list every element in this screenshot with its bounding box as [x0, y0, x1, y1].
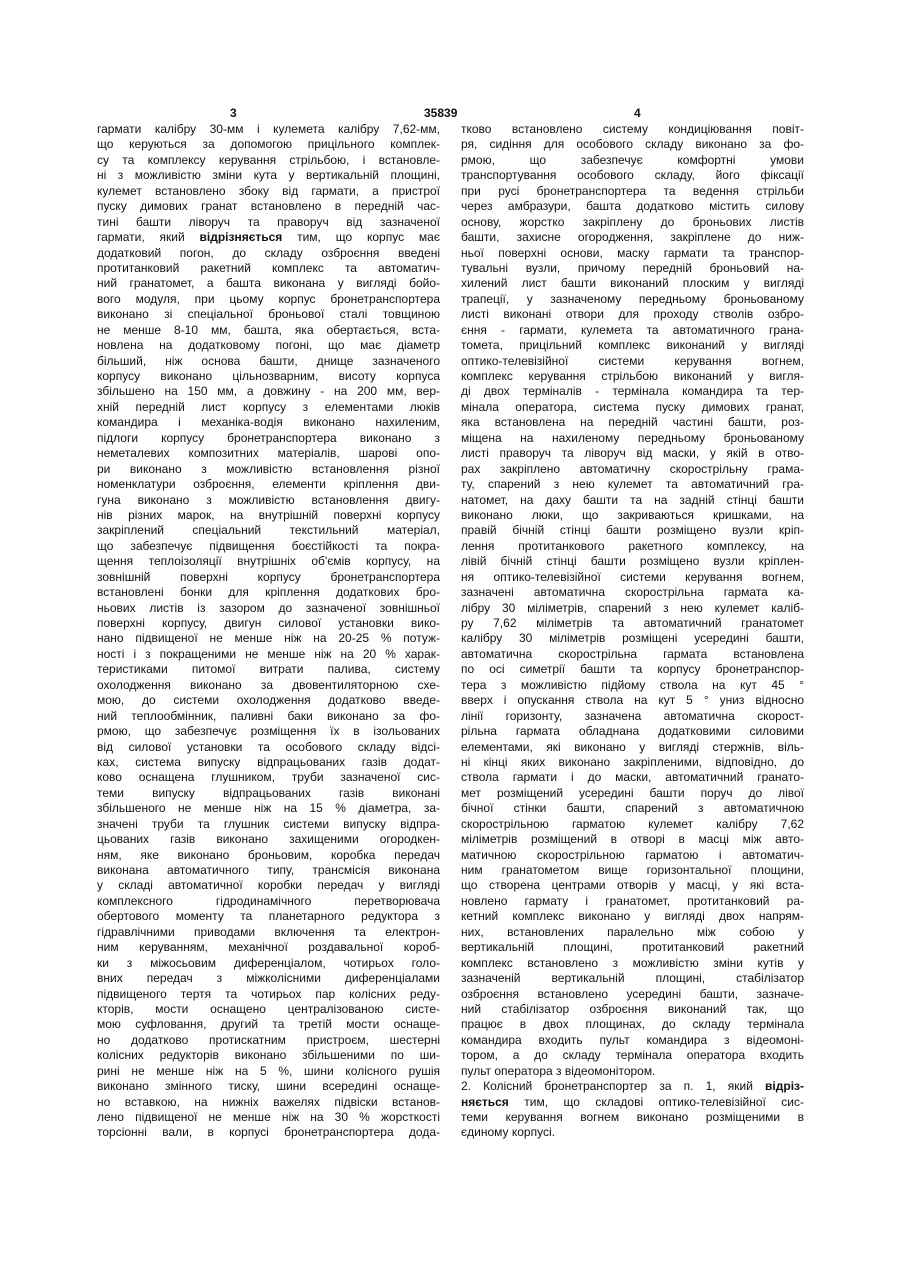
text-line: підлоги корпусу бронетранспортера виконано з [97, 430, 440, 445]
text-line: ках, система випуску відпрацьованих газів додат- [97, 754, 440, 769]
text-line: рмою, що забезпечує комфортні умови [461, 152, 804, 167]
text-line: томета, прицільний комплекс виконаний у вигляді [461, 338, 804, 353]
text-line: протитанковий ракетний комплекс та автоматич- [97, 260, 440, 275]
text-line: працює в двох площинах, до складу термінала [461, 1017, 804, 1032]
text-line: зазначеній вертикальній площині, стабілізатор [461, 971, 804, 986]
text-line: вого модуля, при цьому корпус бронетранспортера [97, 291, 440, 306]
text-line: яка встановлена на передній частині башти, роз- [461, 415, 804, 430]
text-line: тково встановлено систему кондиціювання повіт- [461, 122, 804, 136]
text-segment: няється [461, 1094, 509, 1109]
text-line: зовнішній поверхні корпусу бронетранспортера [97, 569, 440, 584]
text-line: командира і механіка-водія виконано нахиленим, [97, 415, 440, 430]
text-line: що керуються за допомогою прицільного комплек- [97, 137, 440, 152]
text-line: ності і з покращеними не менше ніж на 20 % харак- [97, 646, 440, 661]
text-line: ково оснащена глушником, труби зазначеної сис- [97, 770, 440, 785]
text-line: ки з міжосьовим диференціалом, чотирьох голо- [97, 955, 440, 970]
text-line: елементами, які виконано у вигляді стержнів, віль- [461, 739, 804, 754]
text-line: більший, ніж основа башти, днище зазначеного [97, 353, 440, 368]
text-line [461, 1079, 804, 1094]
text-line: збільшено на 150 мм, а довжину - на 200 мм, вер- [97, 384, 440, 399]
text-line: ньої поверхні основи, маску гармати та транспор- [461, 245, 804, 260]
text-line: но додатково протискатним пристроєм, шестерні [97, 1032, 440, 1047]
page-number-right: 4 [634, 106, 641, 120]
text-line: кулемет встановлено збоку від гармати, а пристрої [97, 183, 440, 198]
text-line [461, 1095, 804, 1110]
text-line: гуна виконано з можливістю встановлення двигу- [97, 492, 440, 507]
text-line: що створена центрами отворів у масці, у які вста- [461, 878, 804, 893]
text-line: закріплений спеціальний текстильний матеріал, [97, 523, 440, 538]
text-line: но вставкою, на нижніх важелях підвіски встанов- [97, 1094, 440, 1109]
text-line: рмою, що забезпечує розміщення їх в ізольованих [97, 724, 440, 739]
text-line: виконано зі спеціальної броньової сталі товщиною [97, 307, 440, 322]
page-number-left: 3 [230, 106, 237, 120]
text-line: мет розміщений усередині башти поруч до лівої [461, 785, 804, 800]
text-line: вертикальній площині, протитанковий ракетний [461, 940, 804, 955]
text-segment: тим, що корпус має [282, 230, 440, 245]
text-line: обертового моменту та планетарного редуктора з [97, 909, 440, 924]
text-line: мою, до системи охолодження додатково введе- [97, 693, 440, 708]
text-line: комплекс встановлено з можливістю зміни кутів у [461, 955, 804, 970]
text-line: матичною скорострільною гарматою і автоматич- [461, 847, 804, 862]
text-line: ту, спарений з нею кулемет та автоматичний гра- [461, 477, 804, 492]
text-line [97, 230, 440, 245]
left-text-column [97, 122, 440, 1141]
text-line: листі виконані отвори для проходу стволів озбро- [461, 307, 804, 322]
text-line: ним гранатометом вище горизонтальної площини, [461, 863, 804, 877]
text-line: натомет, на даху башти та на задній стінці башти [461, 492, 804, 507]
text-line: теми випуску відпрацьованих газів виконані [97, 785, 440, 800]
text-line: скорострільною гарматою кулемет калібру 7,62 [461, 816, 804, 831]
text-segment: тим, що складові оптико-телевізійної сис- [508, 1094, 804, 1109]
text-line: основу, жорстко закріплену до броньових листів [461, 214, 804, 229]
text-line: неметалевих композитних матеріалів, шарові опо- [97, 446, 440, 461]
text-line: гармати калібру 30-мм і кулемета калібру 7,62-мм, [97, 122, 440, 136]
text-line: нано підвищеної не менше ніж на 20-25 % потуж- [97, 631, 440, 646]
text-line: тера з можливістю підйому ствола на кут 45 ° [461, 677, 804, 692]
text-line: нів різних марок, на внутрішній поверхні корпусу [97, 507, 440, 522]
text-line: ням, яке виконано броньовим, коробка передач [97, 847, 440, 862]
text-line: номенклатури озброєння, елементи кріплення дви- [97, 477, 440, 492]
text-line: новлена на додатковому погоні, що має діаметр [97, 338, 440, 353]
text-line: по осі симетрії башти та корпусу бронетранспор- [461, 662, 804, 677]
text-line: від силової установки та особового складу відсі- [97, 739, 440, 754]
text-line: значені труби та глушник системи випуску відпра- [97, 816, 440, 831]
text-line: башти, захисне огородження, закріплене до ниж- [461, 230, 804, 245]
text-line: бічної стінки башти, спарений з автоматичною [461, 801, 804, 816]
text-line: комплекс керування стрільбою виконаний у вигля- [461, 369, 804, 383]
text-line: ний теплообмінник, паливні баки виконано за фо- [97, 708, 440, 723]
text-line: лівій бічній стінці башти розміщено вузли кріплен- [461, 554, 804, 569]
text-line: ний гранатомет, а башта виконана у вигляді бойо- [97, 276, 440, 291]
text-line: командира входить пульт командира з відеомоні- [461, 1032, 804, 1047]
text-line: комплексного гідродинамічного перетворювача [97, 893, 440, 908]
text-line: охолодження виконано за двовентиляторною схе- [97, 677, 440, 692]
text-line: ри виконано з можливістю встановлення різної [97, 461, 440, 476]
text-line: озброєння встановлено усередині башти, зазначе- [461, 986, 804, 1001]
text-line: у складі автоматичної коробки передач у вигляді [97, 878, 440, 893]
text-line: ря, сидіння для особового складу виконано за фо- [461, 137, 804, 152]
text-line: виконано люки, що закриваються кришками, на [461, 507, 804, 522]
text-segment: відріз- [765, 1079, 804, 1094]
text-line: мінала оператора, система пуску димових гранат, [461, 399, 804, 414]
text-line: транспортування особового складу, його фіксації [461, 168, 804, 183]
text-line: ним керуванням, механічної роздавальної короб- [97, 940, 440, 955]
text-line: новлено гармату і гранатомет, протитанковий ра- [461, 893, 804, 908]
text-line: що забезпечує підвищення боєстійкості та покра- [97, 538, 440, 553]
text-line: оптико-телевізійної системи керування вогнем, [461, 353, 804, 368]
text-line: ньових листів із зазором до зазначеної зовнішньої [97, 600, 440, 615]
text-line: колісних редукторів виконано збільшеними по ши- [97, 1048, 440, 1063]
text-line: кторів, мости оснащено централізованою систе- [97, 1001, 440, 1016]
text-line: ді двох терміналів - термінала командира та тер- [461, 384, 804, 399]
text-line: калібру 30 міліметрів розміщені усередині башти, [461, 631, 804, 646]
text-line: лібру 30 міліметрів, спарений з нею кулемет каліб- [461, 600, 804, 615]
text-line: при русі бронетранспортера та ведення стрільби [461, 183, 804, 198]
text-line: гідравлічними приводами включення та електрон- [97, 924, 440, 939]
text-line: теристиками питомої витрати палива, систему [97, 662, 440, 677]
text-line: ру 7,62 міліметрів та автоматичний гранатомет [461, 616, 804, 630]
text-line: вверх і опускання ствола на кут 5 ° униз відносно [461, 693, 804, 708]
text-line: пуску димових гранат встановлено в передній час- [97, 199, 440, 214]
text-line: лення протитанкового ракетного комплексу, на [461, 538, 804, 553]
text-line: ствола гармати і до маски, автоматичний гранато- [461, 770, 804, 785]
text-line: теми керування вогнем виконано розміщеними в [461, 1110, 804, 1124]
text-line: кетний комплекс виконано у вигляді двох напрям- [461, 909, 804, 924]
text-line: ні з можливістю зміни кута у вертикальній площині, [97, 168, 440, 183]
text-line: вних передач з міжколісними диференціалами [97, 971, 440, 986]
text-line: правій бічній стінці башти розміщено вузли кріп- [461, 523, 804, 538]
text-line: хній передній лист корпусу з елементами люків [97, 399, 440, 414]
document-number: 35839 [424, 106, 458, 120]
text-line: тором, а до складу термінала оператора входить [461, 1048, 804, 1063]
text-line: поверхні корпусу, двигун силової установки вико- [97, 616, 440, 630]
text-segment: гармати, який [97, 230, 200, 245]
right-text-column [461, 122, 804, 1141]
text-line: корпусу виконано цільнозварним, висоту корпуса [97, 369, 440, 383]
text-line: виконано змінного тиску, шини всередині оснаще- [97, 1079, 440, 1094]
text-line: виконана автоматичного типу, трансмісія виконана [97, 863, 440, 877]
text-line: хилений лист башти виконаний плоским у вигляді [461, 276, 804, 291]
text-line: підвищеного тертя та чотирьох пар колісних реду- [97, 986, 440, 1001]
text-line: ні кінці яких виконано закріпленими, відповідно, до [461, 754, 804, 769]
text-line: рині не менше ніж на 5 %, шини колісного рушія [97, 1063, 440, 1078]
text-line: зазначені автоматична скорострільна гармата ка- [461, 585, 804, 600]
text-line: збільшеного не менше ніж на 15 % діаметра, за- [97, 801, 440, 816]
text-line: рільна гармата обладнана додатковими силовими [461, 724, 804, 739]
text-segment: 2. Колісний бронетранспортер за п. 1, який [461, 1079, 766, 1094]
text-line: встановлені бонки для кріплення додаткових бро- [97, 585, 440, 600]
text-line: автоматична скорострільна гармата встановлена [461, 646, 804, 661]
text-line: них, встановлених паралельно між собою у [461, 924, 804, 939]
text-line: листі праворуч та ліворуч від маски, у якій в отво- [461, 446, 804, 461]
text-line: щення теплоізоляції внутрішніх об'ємів корпусу, на [97, 554, 440, 569]
text-line: тувальні вузли, причому передній броньовий на- [461, 260, 804, 275]
text-line: рах закріплено автоматичну скорострільну грама- [461, 461, 804, 476]
text-line: міліметрів розміщений в отворі в масці між авто- [461, 832, 804, 847]
text-line: не менше 8-10 мм, башта, яка обертається, вста- [97, 322, 440, 337]
text-line: міщена на нахиленому передньому броньованому [461, 430, 804, 445]
text-line: ня оптико-телевізійної системи керування вогнем, [461, 569, 804, 584]
text-line: ний стабілізатор озброєння виконаний так, що [461, 1001, 804, 1016]
text-line: єдиному корпусі. [461, 1125, 555, 1140]
text-line: лінії горизонту, зазначена автоматична скорост- [461, 708, 804, 723]
text-line: єння - гармати, кулемета та автоматичного грана- [461, 322, 804, 337]
text-line: через амбразури, башта додатково містить силову [461, 199, 804, 214]
text-line: тині башти ліворуч та праворуч від зазначеної [97, 214, 440, 229]
text-segment: відрізняється [199, 230, 283, 245]
text-line: пульт оператора з відеомонітором. [461, 1063, 656, 1078]
text-line: мою суфловання, другий та третій мости оснаще- [97, 1017, 440, 1032]
text-line: цьованих газів виконано захищеними огородкен- [97, 832, 440, 847]
text-line: лено підвищеної не менше ніж на 30 % жорсткості [97, 1110, 440, 1124]
text-line: торсіонні вали, в корпусі бронетранспортера дода- [97, 1125, 440, 1140]
text-line: додатковий погон, до складу озброєння введені [97, 245, 440, 260]
text-line: су та комплексу керування стрільбою, і встановле- [97, 152, 440, 167]
text-line: трапеції, у зазначеному передньому броньованому [461, 291, 804, 306]
